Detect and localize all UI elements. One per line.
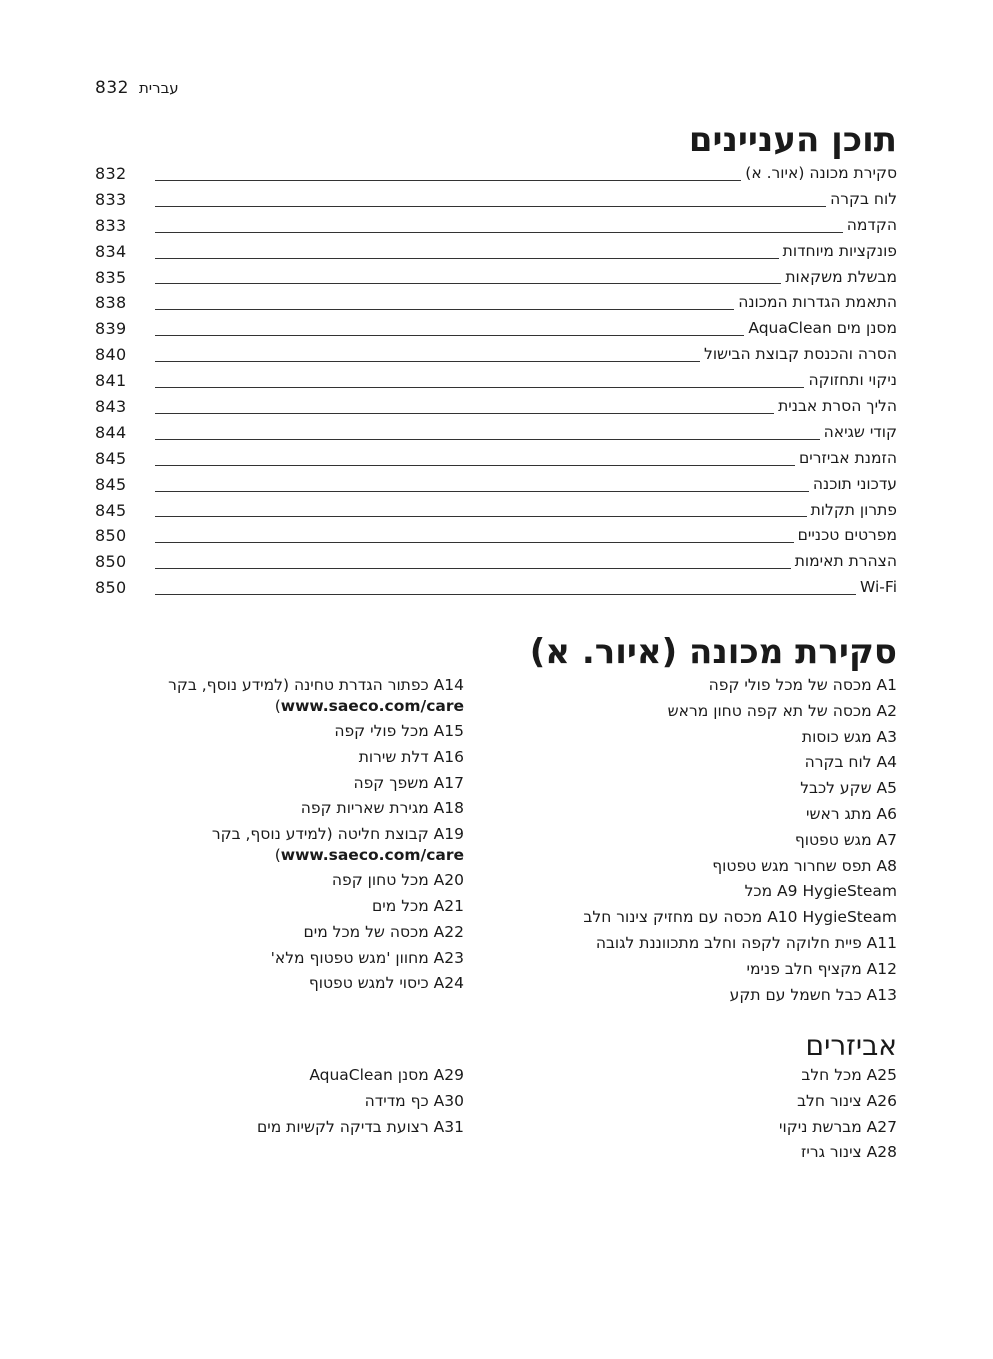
accessories-title: אביזרים [805, 1029, 897, 1062]
accessory-item: A31 רצועת בדיקה לקשיות מים [256, 1117, 464, 1136]
toc-entry-page: 839 [95, 319, 127, 339]
toc-entry-page: 845 [95, 474, 127, 494]
toc-entry-page: 850 [95, 526, 127, 546]
toc-entry-label: הזמנת אביזרים [799, 448, 897, 467]
part-item-a24: A24 כיסוי למגש טפטוף [308, 974, 464, 993]
toc-entry[interactable] [95, 549, 897, 575]
toc-leader-line [155, 361, 700, 362]
accessory-item: A29 מסנן AquaClean [309, 1066, 464, 1084]
accessories-left-column [164, 1063, 464, 1140]
part-item-a19: A19 קבוצת חליטה (למידע נוסף, בקר www.saeco.com/care) [211, 825, 464, 865]
toc-entry[interactable] [95, 161, 897, 187]
toc-entry-label: הצהרת תאימות [794, 552, 897, 571]
table-of-contents [95, 161, 897, 601]
toc-entry-page: 845 [95, 500, 127, 520]
part-item: A6 מתג ראשי [806, 804, 897, 823]
toc-leader-line [155, 465, 795, 466]
toc-entry-page: 850 [95, 578, 127, 598]
part-item: A3 מגש כוסות [801, 727, 897, 746]
part-item: A11 פיית חלוקה לקפה וחלב מתכווננת לגובה [595, 933, 897, 952]
toc-entry[interactable] [95, 290, 897, 316]
toc-entry-label: הסרה והכנסת קבוצת הבישול [704, 345, 897, 364]
toc-entry-page: 841 [95, 371, 127, 391]
toc-leader-line [155, 387, 804, 388]
accessory-item: A30 כף מדידה [364, 1091, 464, 1110]
toc-entry[interactable] [95, 265, 897, 291]
toc-entry-label: קודי שגיאה [823, 422, 897, 441]
care-link[interactable]: www.saeco.com/care [280, 697, 464, 715]
toc-entry[interactable] [95, 498, 897, 524]
toc-leader-line [155, 283, 781, 284]
toc-leader-line [155, 594, 856, 595]
part-item: A8 תפס שחרור מגש טפטוף [712, 856, 897, 875]
toc-entry-label: סקירת מכונה (איור. א) [745, 163, 897, 182]
toc-entry[interactable] [95, 472, 897, 498]
language-label: עברית [138, 79, 179, 97]
page-number: 832 [95, 78, 129, 98]
toc-entry-label: עדכוני תוכנה [812, 474, 897, 493]
toc-leader-line [155, 335, 744, 336]
toc-entry[interactable] [95, 316, 897, 342]
toc-entry-page: 844 [95, 422, 127, 442]
toc-entry-page: 845 [95, 448, 127, 468]
part-item: A10 HygieSteam מכסה עם מחזיק צינור חלב [583, 908, 897, 927]
toc-entry[interactable] [95, 394, 897, 420]
toc-leader-line [155, 413, 774, 414]
accessory-item: A25 מכל חלב [801, 1066, 897, 1084]
toc-entry-page: 835 [95, 267, 127, 287]
toc-entry-label: ניקוי ותחזוקה [808, 371, 897, 390]
toc-entry[interactable] [95, 420, 897, 446]
toc-leader-line [155, 180, 741, 181]
toc-entry-page: 840 [95, 345, 127, 365]
part-item: A1 מכסה של מכל פולי קפה [708, 676, 897, 694]
part-item-a18: A18 מגירת שאריות קפה [300, 799, 464, 818]
toc-entry-label: פתרון תקלות [810, 500, 897, 519]
toc-entry[interactable] [95, 239, 897, 265]
toc-entry-label: הקדמה [846, 215, 897, 234]
overview-left-column [144, 673, 464, 997]
part-item-a21: A21 מכל מים [372, 896, 464, 915]
accessory-item: A27 מברשת ניקוי [779, 1117, 897, 1136]
part-item: A2 מכסה של תא קפה טחון מראש [667, 701, 897, 720]
toc-leader-line [155, 258, 779, 259]
toc-entry-page: 850 [95, 552, 127, 572]
part-item-a23: A23 מחוון 'מגש טפטוף מלא' [270, 948, 464, 967]
care-link[interactable]: www.saeco.com/care [280, 846, 464, 865]
part-item-a15: A15 מכל פולי קפה [334, 722, 464, 740]
toc-entry[interactable] [95, 446, 897, 472]
toc-entry-label: מפרטים טכניים [797, 526, 897, 545]
toc-entry-label: הליך הסרת אבנית [778, 397, 897, 415]
part-item: A5 שקע לכבל [800, 779, 897, 798]
toc-entry-label: מסנן מים AquaClean [748, 319, 897, 338]
part-item: A7 מגש טפטוף [794, 830, 897, 849]
part-item: A4 לוח בקרה [804, 753, 897, 772]
part-item-a17: A17 משפך קפה [353, 773, 464, 792]
toc-entry[interactable] [95, 342, 897, 368]
toc-entry-page: 833 [95, 215, 127, 235]
toc-entry[interactable] [95, 368, 897, 394]
part-item: A13 כבל חשמל עם תקע [729, 985, 897, 1004]
toc-entry[interactable] [95, 523, 897, 549]
toc-leader-line [155, 542, 794, 543]
accessory-item: A28 צינור גריז [801, 1143, 897, 1162]
part-item-a16: A16 דלת שירות [358, 747, 464, 766]
accessories-right-column [597, 1063, 897, 1166]
toc-entry[interactable] [95, 213, 897, 239]
toc-entry-page: 843 [95, 397, 127, 416]
toc-entry-label: Wi-Fi [860, 578, 897, 597]
toc-leader-line [155, 232, 843, 233]
toc-entry-page: 838 [95, 293, 127, 313]
toc-title: תוכן העניינים [688, 120, 897, 160]
accessory-item: A26 צינור חלב [797, 1091, 897, 1110]
toc-leader-line [155, 309, 734, 310]
toc-entry[interactable] [95, 187, 897, 213]
toc-entry-label: לוח בקרה [830, 189, 897, 208]
toc-entry-page: 832 [95, 163, 127, 183]
toc-entry-label: מבשלת משקאות [785, 267, 897, 286]
toc-entry-page: 834 [95, 241, 127, 261]
part-item-a14: A14 כפתור הגדרת טחינה (למידע נוסף, בקר www.saeco.com/care) [168, 676, 464, 715]
overview-right-column [557, 673, 897, 1008]
toc-entry-label: פונקציות מיוחדות [782, 241, 897, 260]
toc-entry-label: התאמת הגדרות המכונה [738, 293, 897, 312]
part-item: A12 מקציף חלב פנימי [746, 959, 897, 978]
part-item-a22: A22 מכסה של מכל מים [303, 922, 464, 941]
toc-leader-line [155, 568, 791, 569]
overview-title: סקירת מכונה (איור. א) [529, 632, 897, 672]
part-item-a20: A20 מכל טחון קפה [331, 871, 464, 890]
toc-leader-line [155, 206, 826, 207]
toc-entry[interactable] [95, 575, 897, 601]
page-header [95, 78, 179, 102]
toc-leader-line [155, 439, 820, 440]
toc-entry-page: 833 [95, 189, 127, 209]
toc-leader-line [155, 491, 809, 492]
toc-leader-line [155, 516, 807, 517]
part-item: A9 HygieSteam מכל [744, 882, 897, 901]
